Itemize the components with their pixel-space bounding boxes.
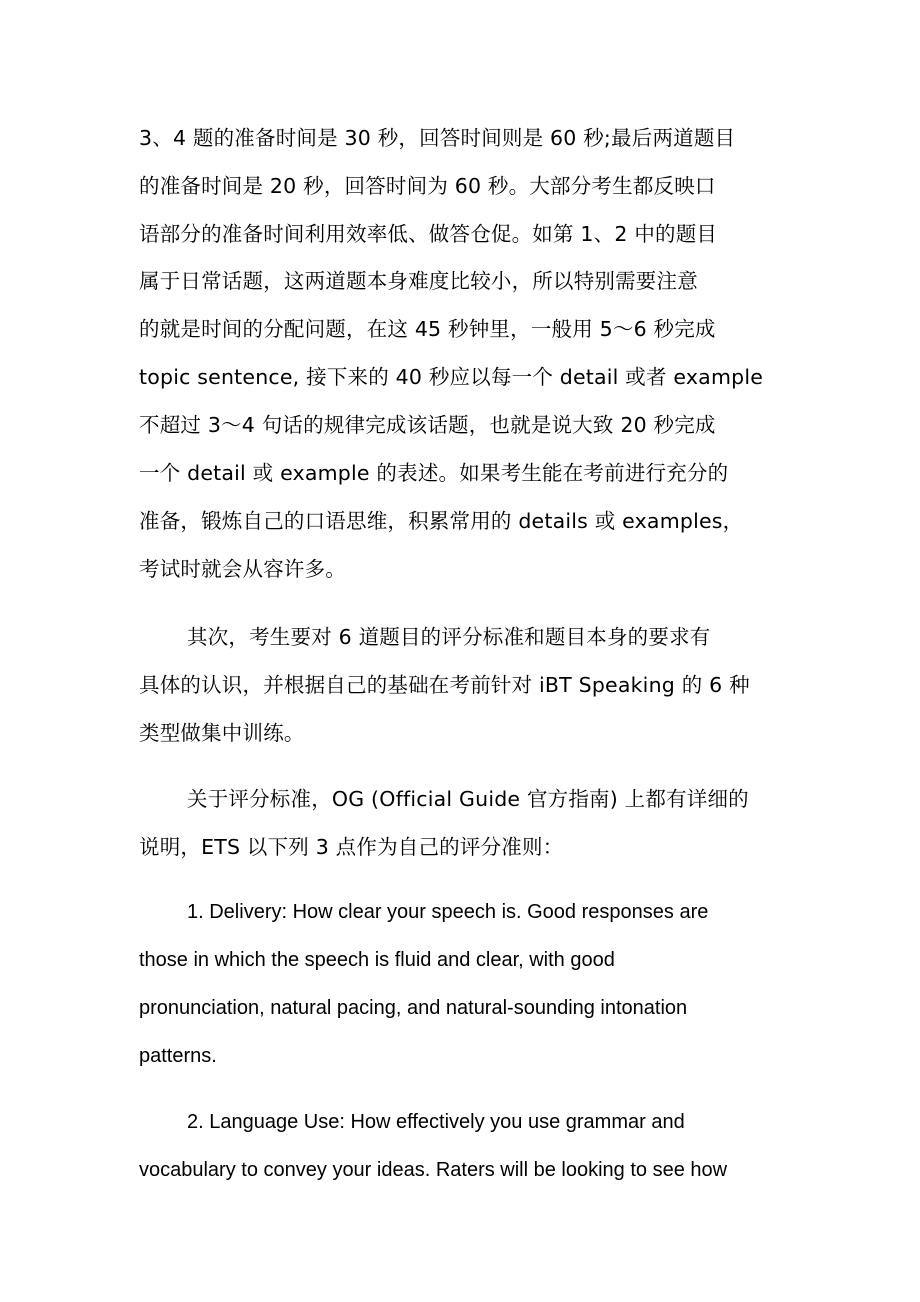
paragraph-line: 3、4 题的准备时间是 30 秒，回答时间则是 60 秒;最后两道题目: [139, 126, 736, 150]
paragraph-line: those in which the speech is fluid and clear, with good: [139, 949, 615, 971]
paragraph-line: 具体的认识，并根据自己的基础在考前针对 iBT Speaking 的 6 种: [139, 673, 750, 697]
paragraph-line: 考试时就会从容许多。: [139, 557, 346, 581]
paragraph-line: 的准备时间是 20 秒，回答时间为 60 秒。大部分考生都反映口: [139, 174, 716, 198]
paragraph-line: 一个 detail 或 example 的表述。如果考生能在考前进行充分的: [139, 461, 729, 485]
paragraph-line: patterns.: [139, 1045, 217, 1067]
paragraph-line: 语部分的准备时间利用效率低、做答仓促。如第 1、2 中的题目: [139, 222, 718, 246]
paragraph-line: 2. Language Use: How effectively you use grammar and: [187, 1111, 685, 1133]
paragraph-line: vocabulary to convey your ideas. Raters will be looking to see how: [139, 1159, 728, 1181]
paragraph-line: 其次，考生要对 6 道题目的评分标准和题目本身的要求有: [187, 625, 711, 649]
paragraph-line: topic sentence, 接下来的 40 秒应以每一个 detail 或者 example: [139, 365, 764, 389]
paragraph-line: 说明，ETS 以下列 3 点作为自己的评分准则：: [139, 835, 564, 859]
paragraph-line: 关于评分标准，OG (Official Guide 官方指南) 上都有详细的: [187, 787, 749, 811]
paragraph-line: pronunciation, natural pacing, and natural-sounding intonation: [139, 997, 688, 1019]
paragraph-line: 属于日常话题，这两道题本身难度比较小，所以特别需要注意: [139, 269, 698, 293]
paragraph-line: 的就是时间的分配问题，在这 45 秒钟里，一般用 5～6 秒完成: [139, 317, 716, 341]
paragraph-line: 不超过 3～4 句话的规律完成该话题，也就是说大致 20 秒完成: [139, 413, 716, 437]
paragraph-line: 准备，锻炼自己的口语思维，积累常用的 details 或 examples，: [139, 509, 744, 533]
paragraph-line: 类型做集中训练。: [139, 721, 305, 745]
paragraph-line: 1. Delivery: How clear your speech is. Good responses are: [187, 901, 709, 923]
